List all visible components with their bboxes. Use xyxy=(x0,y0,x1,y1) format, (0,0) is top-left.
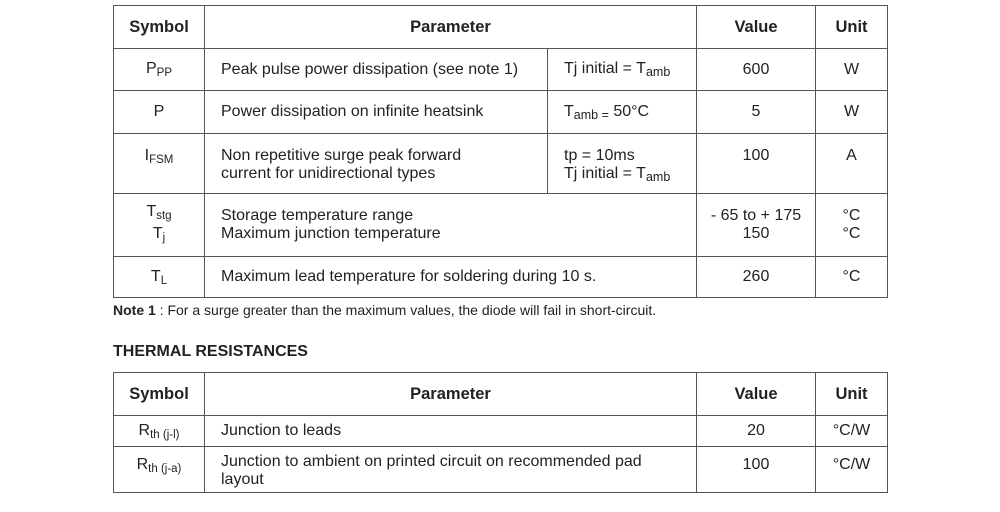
unit-line: °C xyxy=(842,207,861,224)
header-value: Value xyxy=(697,373,816,416)
symbol-cell xyxy=(114,134,205,194)
header-symbol: Symbol xyxy=(114,6,205,49)
unit-cell: °C/W xyxy=(816,447,888,493)
symbol-sub: stg xyxy=(156,210,172,222)
table-row xyxy=(114,134,888,194)
symbol-cell xyxy=(114,447,205,493)
condition-main: Tj initial = T xyxy=(564,60,646,77)
unit-cell xyxy=(816,194,888,257)
condition-sub: amb = xyxy=(573,107,609,122)
condition-tail: 50°C xyxy=(608,102,650,120)
table-row xyxy=(114,257,888,298)
parameter-cell xyxy=(205,447,697,493)
symbol-sub: th (j-a) xyxy=(148,463,182,475)
parameter-cell: Power dissipation on infinite heatsink xyxy=(205,91,548,134)
symbol-sub: FSM xyxy=(149,154,174,166)
condition-cell xyxy=(548,49,697,91)
symbol-main: I xyxy=(144,147,150,164)
table-row xyxy=(114,447,888,493)
absolute-ratings-table xyxy=(113,5,888,298)
thermal-resistances-table xyxy=(113,372,888,493)
parameter-cell xyxy=(205,134,548,194)
parameter-line: current for unidirectional types xyxy=(221,165,436,182)
note-1 xyxy=(113,302,656,318)
header-parameter: Parameter xyxy=(205,373,697,416)
condition-main: Tj initial = T xyxy=(564,165,646,182)
symbol-cell xyxy=(114,49,205,91)
condition-cell xyxy=(548,91,697,134)
value-cell: 5 xyxy=(697,91,816,134)
parameter-cell: Peak pulse power dissipation (see note 1) xyxy=(205,49,548,91)
parameter-cell: Junction to leads xyxy=(205,416,697,447)
symbol-cell xyxy=(114,416,205,447)
thermal-resistances-heading: THERMAL RESISTANCES xyxy=(113,343,308,360)
unit-cell: W xyxy=(816,49,888,91)
header-parameter: Parameter xyxy=(205,6,697,49)
condition-line: tp = 10ms xyxy=(564,147,635,164)
condition-cell xyxy=(548,134,697,194)
table-row xyxy=(114,194,888,257)
header-unit: Unit xyxy=(816,373,888,416)
symbol-main: T xyxy=(146,203,157,220)
condition-main: T xyxy=(564,102,574,120)
parameter-cell: Maximum lead temperature for soldering during 10 s. xyxy=(205,257,697,298)
unit-cell: °C xyxy=(816,257,888,298)
unit-cell: A xyxy=(816,134,888,194)
symbol-main: T xyxy=(150,267,161,285)
symbol-cell: P xyxy=(114,91,205,134)
table-header-row xyxy=(114,373,888,416)
symbol-sub: PP xyxy=(156,67,172,79)
table-header-row xyxy=(114,6,888,49)
table-row xyxy=(114,49,888,91)
parameter-line: Junction to ambient on printed circuit on recommended pad xyxy=(221,453,642,470)
symbol-cell xyxy=(114,257,205,298)
value-cell: 100 xyxy=(697,447,816,493)
value-line: 150 xyxy=(742,225,770,242)
value-cell xyxy=(697,194,816,257)
note-text: : For a surge greater than the maximum values, the diode will fail in short-circuit. xyxy=(155,302,657,318)
value-line: - 65 to + 175 xyxy=(710,207,802,224)
value-cell: 260 xyxy=(697,257,816,298)
symbol-sub: L xyxy=(160,274,168,287)
symbol-sub: j xyxy=(162,232,166,244)
symbol-sub: th (j-l) xyxy=(150,428,180,441)
header-value: Value xyxy=(697,6,816,49)
table-row xyxy=(114,416,888,447)
parameter-line: Storage temperature range xyxy=(221,207,414,224)
unit-line: °C xyxy=(842,225,861,242)
unit-cell: °C/W xyxy=(816,416,888,447)
symbol-main: T xyxy=(152,225,163,242)
parameter-line: Maximum junction temperature xyxy=(221,225,441,242)
unit-cell: W xyxy=(816,91,888,134)
symbol-main: R xyxy=(136,456,149,473)
symbol-main: P xyxy=(145,60,157,77)
header-symbol: Symbol xyxy=(114,373,205,416)
symbol-main: R xyxy=(138,421,151,439)
parameter-line: layout xyxy=(221,471,264,488)
value-cell: 20 xyxy=(697,416,816,447)
header-unit: Unit xyxy=(816,6,888,49)
symbol-cell xyxy=(114,194,205,257)
value-cell: 100 xyxy=(697,134,816,194)
parameter-cell xyxy=(205,194,697,257)
parameter-line: Non repetitive surge peak forward xyxy=(221,147,462,164)
note-label: Note 1 xyxy=(113,302,156,318)
value-cell: 600 xyxy=(697,49,816,91)
table-row xyxy=(114,91,888,134)
condition-sub: amb xyxy=(645,170,671,184)
condition-sub: amb xyxy=(645,65,671,79)
